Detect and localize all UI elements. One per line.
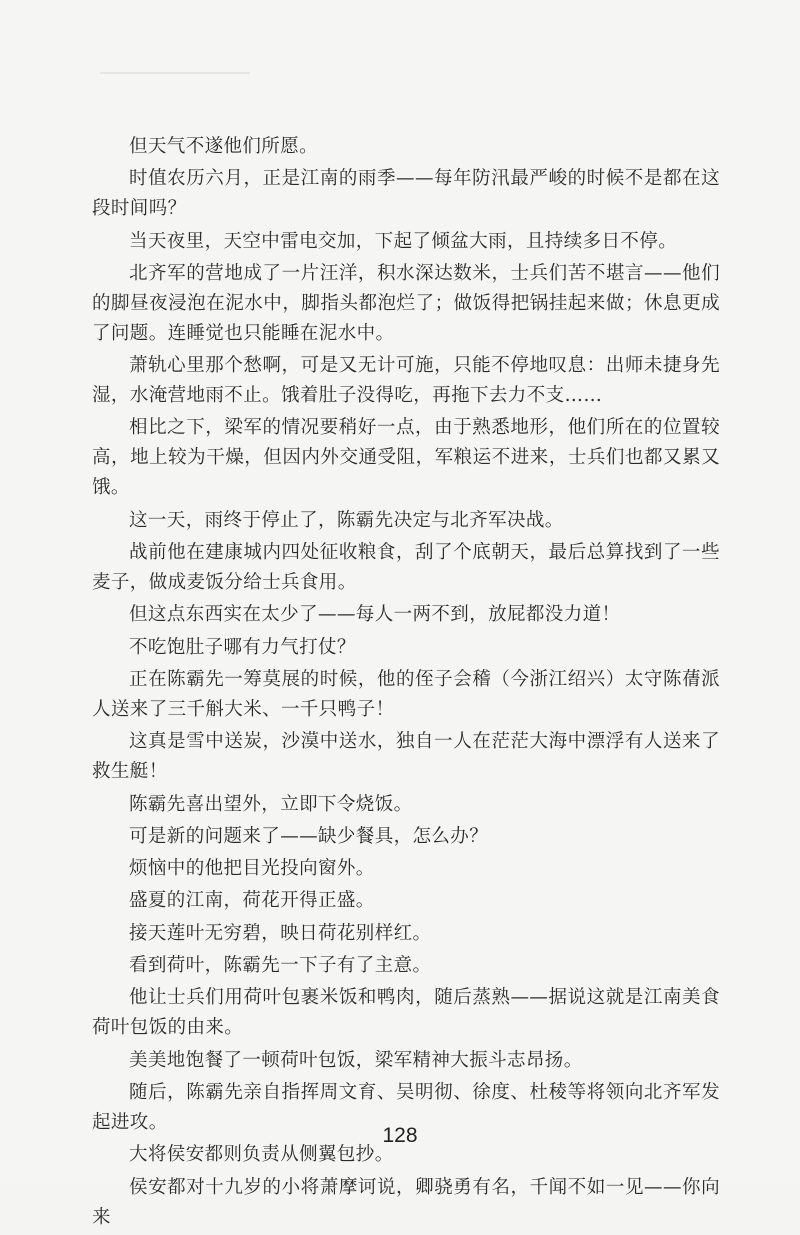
paragraph: 这真是雪中送炭，沙漠中送水，独自一人在茫茫大海中漂浮有人送来了救生艇！ [92,731,720,783]
paragraph: 随后，陈霸先亲自指挥周文育、吴明彻、徐度、杜稜等将领向北齐军发起进攻。 [92,1081,720,1133]
paragraph: 美美地饱餐了一顿荷叶包饭，梁军精神大振斗志昂扬。 [129,1049,583,1071]
paragraph: 看到荷叶，陈霸先一下子有了主意。 [129,955,432,977]
paragraph: 不吃饱肚子哪有力气打仗？ [129,636,356,658]
paragraph: 战前他在建康城内四处征收粮食，刮了个底朝天，最后总算找到了一些麦子，做成麦饭分给士兵食用。 [92,542,720,594]
paragraph: 相比之下，梁军的情况要稍好一点，由于熟悉地形，他们所在的位置较高，地上较为干燥，但因内外交通受阻，军粮运不进来，士兵们也都又累又饿。 [92,417,720,499]
body-text [92,132,720,1235]
paragraph: 萧轨心里那个愁啊，可是又无计可施，只能不停地叹息：出师未捷身先湿，水淹营地雨不止。饿着肚子没得吃，再拖下去力不支…… [92,355,720,407]
paragraph: 正在陈霸先一筹莫展的时候，他的侄子会稽（今浙江绍兴）太守陈蒨派人送来了三千斛大米、一千只鸭子！ [92,668,720,720]
paragraph: 当天夜里，天空中雷电交加，下起了倾盆大雨，且持续多日不停。 [129,230,678,252]
paragraph: 大将侯安都则负责从侧翼包抄。 [129,1144,394,1166]
paragraph: 北齐军的营地成了一片汪洋，积水深达数米，士兵们苦不堪言——他们的脚昼夜浸泡在泥水中，脚指头都泡烂了；做饭得把锅挂起来做；休息更成了问题。连睡觉也只能睡在泥水中。 [92,262,720,344]
paragraph: 盛夏的江南，荷花开得正盛。 [129,890,375,912]
paragraph: 陈霸先喜出望外，立即下令烧饭。 [129,793,413,815]
paragraph: 时值农历六月，正是江南的雨季——每年防汛最严峻的时候不是都在这段时间吗？ [92,168,720,220]
paragraph: 他让士兵们用荷叶包裹米饭和鸭肉，随后蒸熟——据说这就是江南美食荷叶包饭的由来。 [92,987,720,1039]
paragraph: 这一天，雨终于停止了，陈霸先决定与北齐军决战。 [129,509,564,531]
paragraph: 接天莲叶无穷碧，映日荷花别样红。 [129,922,432,944]
header-faint-rule [100,72,250,74]
paragraph: 但天气不遂他们所愿。 [129,136,319,157]
paragraph: 但这点东西实在太少了——每人一两不到，放屁都没力道！ [129,604,621,626]
paragraph: 侯安都对十九岁的小将萧摩诃说，卿骁勇有名，千闻不如一见——你向来 [92,1176,720,1228]
paragraph: 烦恼中的他把目光投向窗外。 [129,858,375,880]
paragraph: 可是新的问题来了——缺少餐具，怎么办？ [129,825,489,847]
page-number: 128 [382,1124,418,1147]
